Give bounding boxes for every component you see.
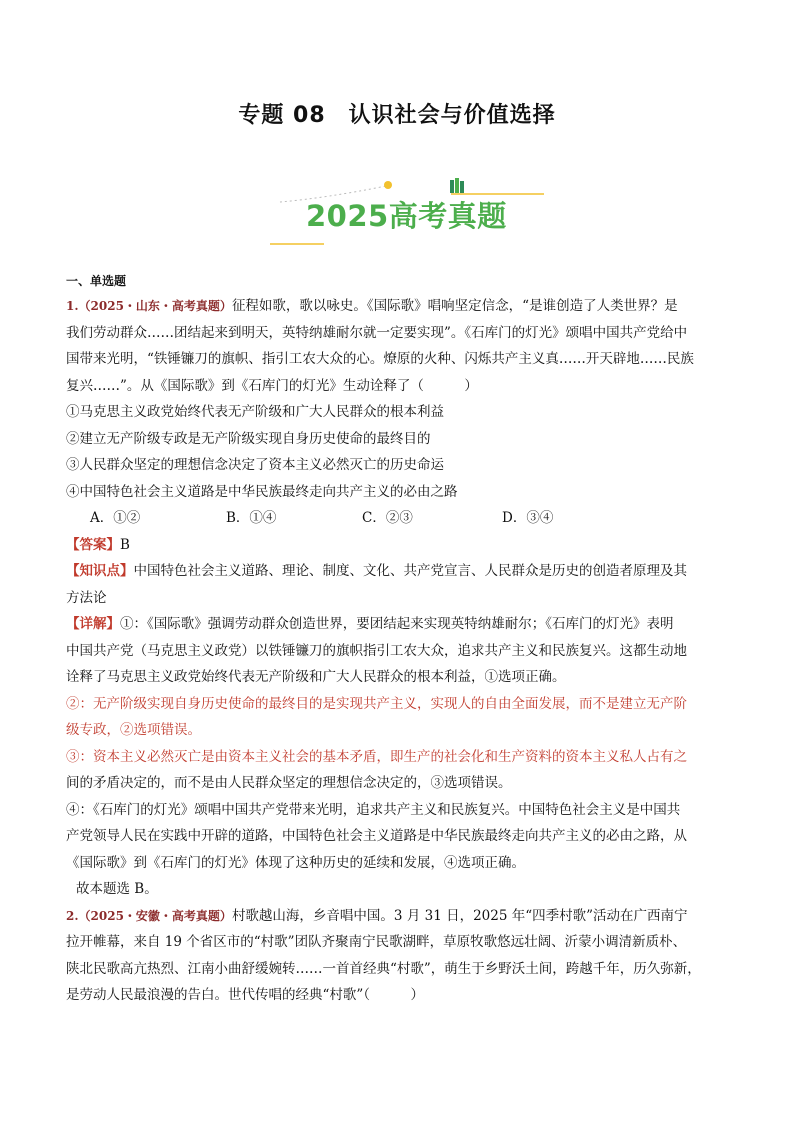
answer-options	[66, 505, 726, 532]
answer-value: B	[120, 536, 130, 553]
stem-line: 陕北民歌高亢热烈、江南小曲舒缓婉转……一首首经典“村歌”，萌生于乡野沃土间，跨越千年，历久弥新，	[66, 960, 701, 977]
stem-line: 国带来光明，“铁锤镰刀的旗帜、指引工农大众的心。燎原的火种、闪烁共产主义真……开天辟地……民族	[66, 351, 694, 367]
detail-text: 产党领导人民在实践中开辟的道路，中国特色社会主义道路是中华民族最终走向共产主义的必由之路，从	[66, 828, 687, 844]
stem-line: 复兴……”。从《国际歌》到《石库门的灯光》生动诠释了（ ）	[66, 377, 478, 394]
detail-text: 间的矛盾决定的，而不是由人民群众坚定的理想信念决定的，③选项错误。	[66, 775, 512, 791]
option-a: A．①②	[90, 510, 141, 526]
question-number: 2.	[66, 908, 79, 923]
banner-title: 2025高考真题	[306, 199, 507, 233]
knowledge-text: 方法论	[66, 589, 107, 606]
detail-text: ①：《国际歌》强调劳动群众创造世界，要团结起来实现英特纳雄耐尔；《石库门的灯光》表明	[120, 616, 674, 632]
choice-item: ③人民群众坚定的理想信念决定了资本主义必然灭亡的历史命运	[66, 457, 444, 473]
exam-banner	[266, 172, 556, 252]
document-body	[66, 272, 726, 1009]
conclusion-text: 故本题选 B。	[76, 881, 158, 897]
stem-line: 是劳动人民最浪漫的告白。世代传唱的经典“村歌”（ ）	[66, 987, 425, 1003]
stem-line: 我们劳动群众……团结起来到明天，英特纳雄耐尔就一定要实现”。《石库门的灯光》颂唱中国共产党给中	[66, 324, 688, 341]
stem-line: 村歌越山海，乡音唱中国。3 月 31 日，2025 年“四季村歌”活动在广西南宁	[231, 907, 688, 924]
choice-item: ①马克思主义政党始终代表无产阶级和广大人民群众的根本利益	[66, 404, 444, 420]
option-c: C．②③	[362, 510, 413, 526]
question-source: （2025・山东・高考真题）	[78, 299, 232, 313]
detail-text: 级专政，②选项错误。	[66, 722, 201, 738]
choice-item: ②建立无产阶级专政是无产阶级实现自身历史使命的最终目的	[66, 430, 431, 447]
question-number: 1.	[66, 299, 79, 313]
detail-label: 【详解】	[66, 616, 120, 632]
stem-line: 拉开帷幕，来自 19 个省区市的“村歌”团队齐聚南宁民歌湖畔，草原牧歌悠远壮阔、沂蒙小调清新质朴、	[66, 934, 687, 950]
detail-text: 诠释了马克思主义政党始终代表无产阶级和广大人民群众的根本利益，①选项正确。	[66, 669, 566, 685]
detail-text: 《国际歌》到《石库门的灯光》体现了这种历史的延续和发展，④选项正确。	[66, 854, 525, 871]
option-d: D．③④	[502, 510, 554, 526]
knowledge-text: 中国特色社会主义道路、理论、制度、文化、共产党宣言、人民群众是历史的创造者原理及其	[133, 563, 687, 579]
page-title: 专题 08 认识社会与价值选择	[238, 103, 556, 128]
detail-text: 中国共产党（马克思主义政党）以铁锤镰刀的旗帜指引工农大众，追求共产主义和民族复兴。这都生动地	[66, 642, 687, 659]
question-2	[66, 903, 726, 1009]
books-icon	[450, 178, 464, 193]
answer-label: 【答案】	[66, 536, 120, 553]
option-b: B．①④	[226, 510, 277, 526]
detail-text: ③：资本主义必然灭亡是由资本主义社会的基本矛盾，即生产的社会化和生产资料的资本主义私人占有之	[66, 748, 687, 765]
question-1	[66, 293, 726, 903]
detail-text: ④：《石库门的灯光》颂唱中国共产党带来光明，追求共产主义和民族复兴。中国特色社会主义是中国共	[66, 801, 681, 818]
question-source: （2025・安徽・高考真题）	[78, 908, 232, 923]
section-heading: 一、单选题	[66, 274, 127, 288]
choice-item: ④中国特色社会主义道路是中华民族最终走向共产主义的必由之路	[66, 483, 458, 500]
detail-text: ②：无产阶级实现自身历史使命的最终目的是实现共产主义，实现人的自由全面发展，而不是建立无产阶	[66, 695, 687, 712]
knowledge-label: 【知识点】	[66, 563, 134, 579]
stem-line: 征程如歌，歌以咏史。《国际歌》唱响坚定信念，“是谁创造了人类世界？是	[231, 298, 678, 314]
